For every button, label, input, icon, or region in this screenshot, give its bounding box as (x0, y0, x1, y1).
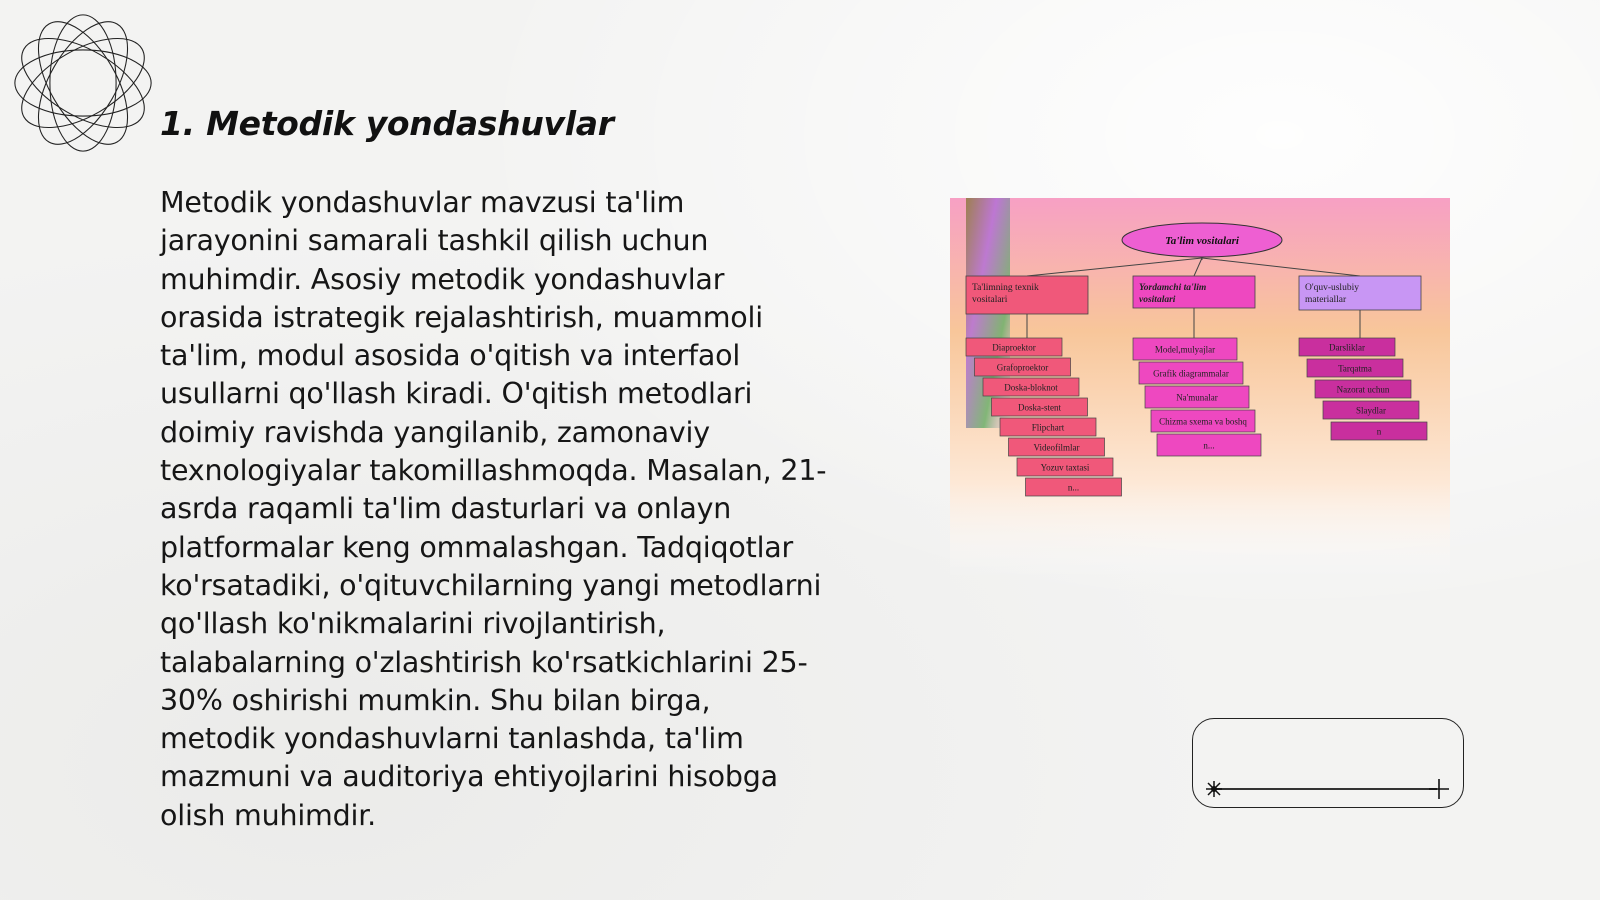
education-tools-diagram (950, 198, 1450, 578)
diagram-item-label: Videofilmlar (1033, 442, 1080, 453)
sparkle-icon (1203, 778, 1225, 800)
slider-track[interactable] (1213, 788, 1437, 790)
diagram-root-label: Ta'lim vositalari (1165, 235, 1239, 247)
diagram-item-label: n... (1067, 482, 1080, 493)
diagram-item-label: Doska-bloknot (1004, 382, 1058, 393)
slide-body-text: Metodik yondashuvlar mavzusi ta'lim jarayonini samarali tashkil qilish uchun muhimdir. Asosiy metodik yondashuvlar orasida istrategik rejalashtirish, muammoli ta'lim, modul asosida o'qitish va interfaol usullarni qo'llash kiradi. O'qitish metodlari doimiy ravishda yangilanib, zamonaviy texnologiyalar takomillashmoqda. Masalan, 21-asrda raqamli ta'lim dasturlari va onlayn platformalar keng ommalashgan. Tadqiqotlar ko'rsatadiki, o'qituvchilarning yangi metodlarni qo'llash ko'nikmalarini rivojlantirish, talabalarning o'zlashtirish ko'rsatkichlarini 25-30% oshirishi mumkin. Shu bilan birga, metodik yondashuvlarni tanlashda, ta'lim mazmuni va auditoriya ehtiyojlarini hisobga olish muhimdir. (160, 186, 827, 832)
diagram-item-label: Doska-stent (1018, 402, 1061, 413)
diagram-item-label: Flipchart (1031, 422, 1065, 433)
diagram-item-label: Grafik diagrammalar (1153, 368, 1229, 379)
diagram-item-label: Tarqatma (1338, 363, 1372, 374)
diagram-item-label: Chizma sxema va boshq (1159, 416, 1247, 427)
diagram-item-label: Slaydlar (1356, 405, 1386, 416)
crosshair-icon[interactable] (1427, 777, 1451, 801)
diagram-item-label: Darsliklar (1329, 342, 1365, 353)
diagram-item-label: Nazorat uchun (1336, 384, 1390, 395)
diagram-branch-label: O'quv-uslubiy materiallar (1305, 283, 1359, 305)
spirograph-icon (10, 10, 156, 156)
diagram-item-label: Model,mulyajlar (1154, 344, 1216, 355)
diagram-item-label: Grafoproektor (996, 362, 1049, 373)
diagram-item-label: Na'munalar (1176, 392, 1218, 403)
slide-title: 1. Metodik yondashuvlar (160, 104, 614, 143)
diagram-item-label: Yozuv taxtasi (1040, 462, 1090, 473)
diagram-item-label: n... (1203, 440, 1215, 451)
diagram-item-label: n (1376, 426, 1382, 437)
diagram-branch-label: Yordamchi ta'lim vositalari (1139, 283, 1207, 305)
diagram-item-label: Diaproektor (992, 342, 1036, 353)
diagram-branch-label: Ta'limning texnik vositalari (972, 283, 1039, 305)
slider-widget[interactable] (1192, 718, 1464, 808)
